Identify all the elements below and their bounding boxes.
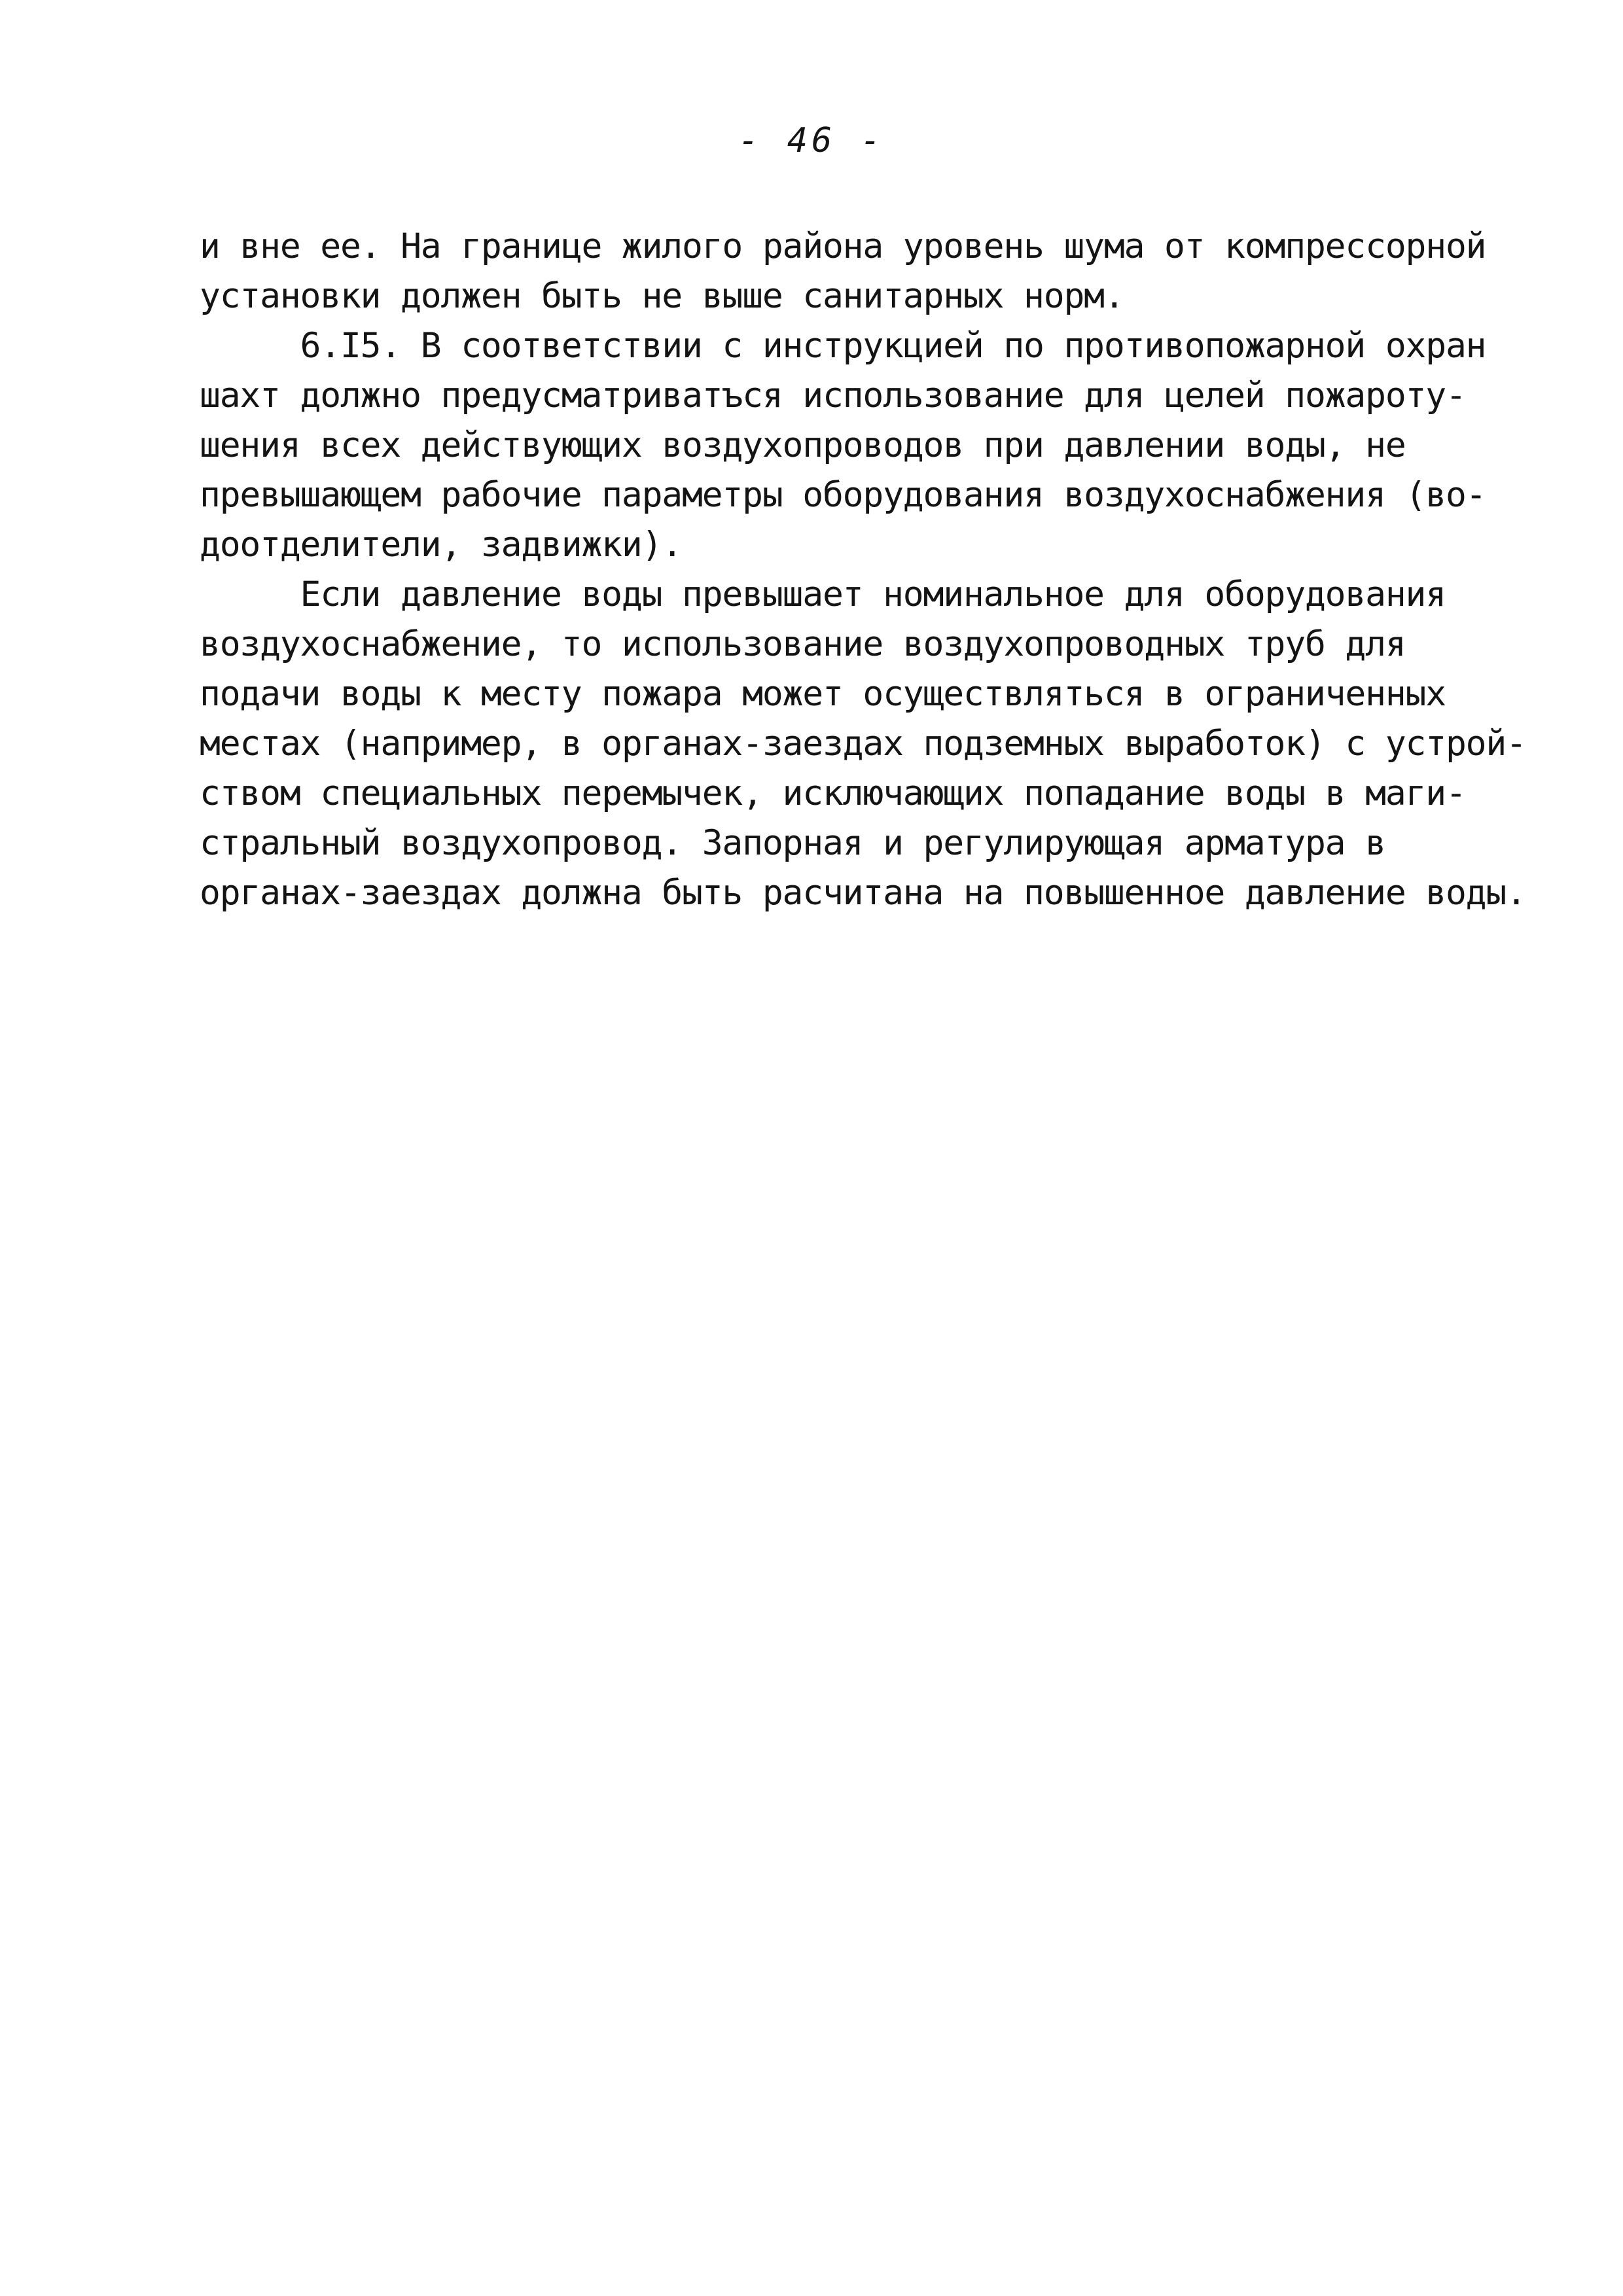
text-line-8: Если давление воды превышает номинальное для оборудования: [200, 574, 1446, 614]
text-line-6: превышающем рабочие параметры оборудования воздухоснабжения (во-: [200, 475, 1486, 515]
text-line-12: ством специальных перемычек, исключающих попадание воды в маги-: [200, 773, 1466, 813]
text-line-7: доотделители, задвижки).: [200, 525, 683, 565]
text-line-9: воздухоснабжение, то использование воздухопроводных труб для: [200, 624, 1406, 664]
text-line-1: и вне ее. На границе жилого района уровень шума от компрессорной: [200, 226, 1486, 266]
page-number: - 46 -: [738, 121, 885, 160]
text-line-10: подачи воды к месту пожара может осуществляться в ограниченных: [200, 674, 1446, 714]
text-line-5: шения всех действующих воздухопроводов при давлении воды, не: [200, 425, 1406, 465]
text-line-4: шахт должно предусматриватъся использование для целей пожароту-: [200, 376, 1466, 415]
text-line-11: местах (например, в органах-заездах подземных выработок) с устрой-: [200, 724, 1526, 764]
text-line-3: 6.I5. В соответствии с инструкцией по противопожарной охран: [200, 326, 1486, 366]
text-line-2: установки должен быть не выше санитарных норм.: [200, 276, 1124, 316]
text-line-13: стральный воздухопровод. Запорная и регулирующая арматура в: [200, 823, 1385, 863]
text-line-14: органах-заездах должна быть расчитана на повышенное давление воды.: [200, 873, 1526, 913]
